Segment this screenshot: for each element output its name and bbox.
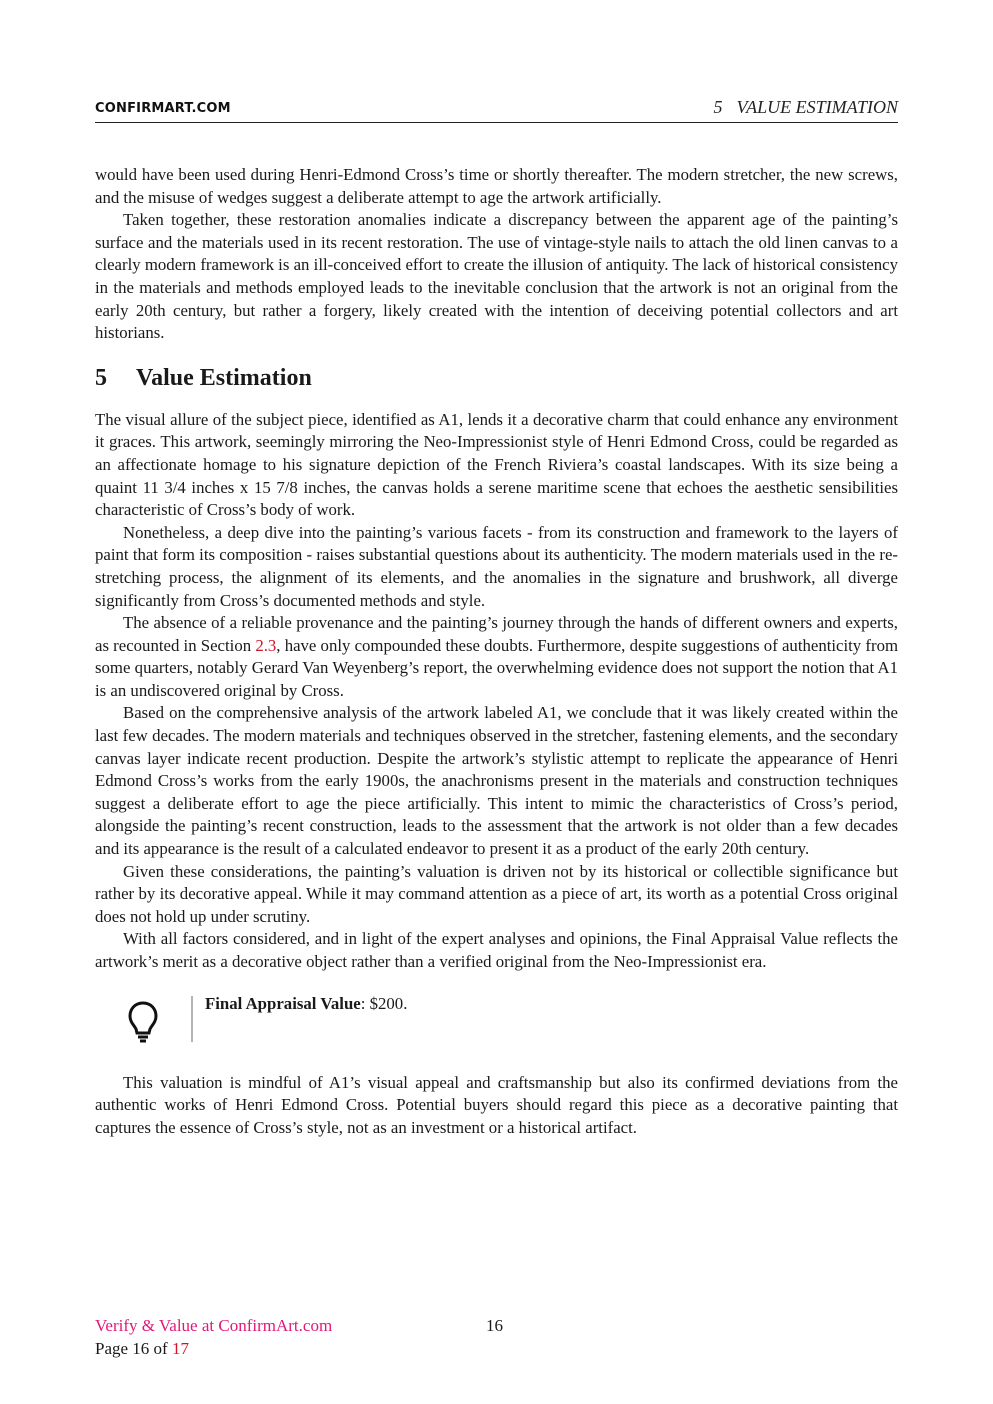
page-count-label: Page 16 of	[95, 1339, 172, 1358]
section-number: 5	[95, 364, 107, 391]
appraisal-text	[205, 994, 407, 1014]
paragraph-authenticity: Nonetheless, a deep dive into the painting’s various facets - from its construction and framework to the layers of paint that form its composition - raises substantial questions about its authenticity. The modern materials used in the re-stretching process, the alignment of its elements, and the anomalies in the signature and brushwork, all diverge significantly from Cross’s documented methods and style.	[95, 522, 898, 610]
appraisal-label: Final Appraisal Value	[205, 993, 361, 1013]
lightbulb-icon	[127, 1000, 159, 1044]
section-title: Value Estimation	[136, 364, 312, 391]
provenance-text-end: , have only compounded these doubts. Furthermore, despite suggestions of authenticity from some quarters, notably Gerard Van Weyenberg’s report, the overwhelming evidence does not support the notion that A1 is an undiscovered original by Cross.	[95, 635, 899, 700]
appraisal-separator: :	[360, 993, 366, 1013]
main-content	[95, 164, 898, 1139]
page-header	[95, 97, 898, 123]
carryover-paragraph: would have been used during Henri-Edmond Cross’s time or shortly thereafter. The modern stretcher, the new screws, and the misuse of wedges suggest a deliberate attempt to age the artwork artificially.	[95, 165, 898, 207]
paragraph-visual-allure: The visual allure of the subject piece, identified as A1, lends it a decorative charm that could enhance any environment it graces. This artwork, seemingly mirroring the Neo-Impressionist style of Henri Edmond Cross, could be regarded as an affectionate homage to his signature depiction of the French Riviera’s coastal landscapes. With its size being a quaint 11 3/4 inches x 15 7/8 inches, the canvas holds a serene maritime scene that echoes the aesthetic sensibilities characteristic of Cross’s body of work.	[95, 409, 898, 520]
total-pages-link[interactable]: 17	[171, 1339, 189, 1358]
site-logo[interactable]: CONFIRMART.COM	[95, 101, 231, 116]
closing-paragraph: This valuation is mindful of A1’s visual appeal and craftsmanship but also its confirmed deviations from the authentic works of Henri Edmond Cross. Potential buyers should regard this piece as a decorative painting that captures the essence of Cross’s style, not as an investment or a historical artifact.	[95, 1072, 898, 1137]
appraisal-callout	[95, 994, 898, 1050]
paragraph-provenance	[95, 612, 898, 702]
running-head	[714, 97, 899, 118]
running-head-number: 5	[713, 97, 723, 117]
running-head-title: VALUE ESTIMATION	[736, 97, 898, 117]
section-heading	[95, 363, 898, 393]
appraisal-value: $200.	[369, 993, 408, 1013]
section-reference-link[interactable]: 2.3	[255, 635, 277, 655]
restoration-paragraph: Taken together, these restoration anomalies indicate a discrepancy between the apparent age of the painting’s surface and the materials used in its recent restoration. The use of vintage-style nails to attach the old linen canvas to a clearly modern framework is an ill-conceived effort to create the illusion of antiquity. The lack of historical consistency in the materials and methods employed leads to the inevitable conclusion that the artwork is not an original from the early 20th century, but rather a forgery, likely created with the intention of deceiving potential collectors and art historians.	[95, 210, 898, 343]
footer-link[interactable]: Verify & Value at ConfirmArt.com	[95, 1316, 333, 1335]
page-footer	[95, 1314, 898, 1360]
provenance-text-start: The absence of a reliable provenance and the painting’s journey through the hands of different owners and experts, as recounted in Section	[95, 613, 898, 655]
paragraph-factors: With all factors considered, and in light of the expert analyses and opinions, the Final Appraisal Value reflects the artwork’s merit as a decorative object rather than a verified original from the Neo-Impressionist era.	[95, 929, 898, 971]
document-page	[95, 0, 898, 1404]
callout-bar	[191, 996, 193, 1042]
footer-page-number: 16	[486, 1316, 503, 1335]
paragraph-analysis: Based on the comprehensive analysis of the artwork labeled A1, we conclude that it was likely created within the last few decades. The modern materials and techniques observed in the stretcher, fastening elements, and the secondary canvas layer indicate recent production. Despite the artwork’s stylistic attempt to replicate the appearance of Henri Edmond Cross’s works from the early 1900s, the anachronisms present in the materials and construction techniques suggest a deliberate effort to age the piece artificially. This intent to mimic the characteristics of Cross’s period, alongside the painting’s recent construction, leads to the assessment that the artwork is not older than a few decades and its appearance is the result of a calculated endeavor to present it as a product of the early 20th century.	[95, 703, 898, 859]
paragraph-considerations: Given these considerations, the painting’s valuation is driven not by its historical or collectible significance but rather by its decorative appeal. While it may command attention as a piece of art, its worth as a potential Cross original does not hold up under scrutiny.	[95, 861, 898, 926]
page-count	[95, 1337, 898, 1360]
